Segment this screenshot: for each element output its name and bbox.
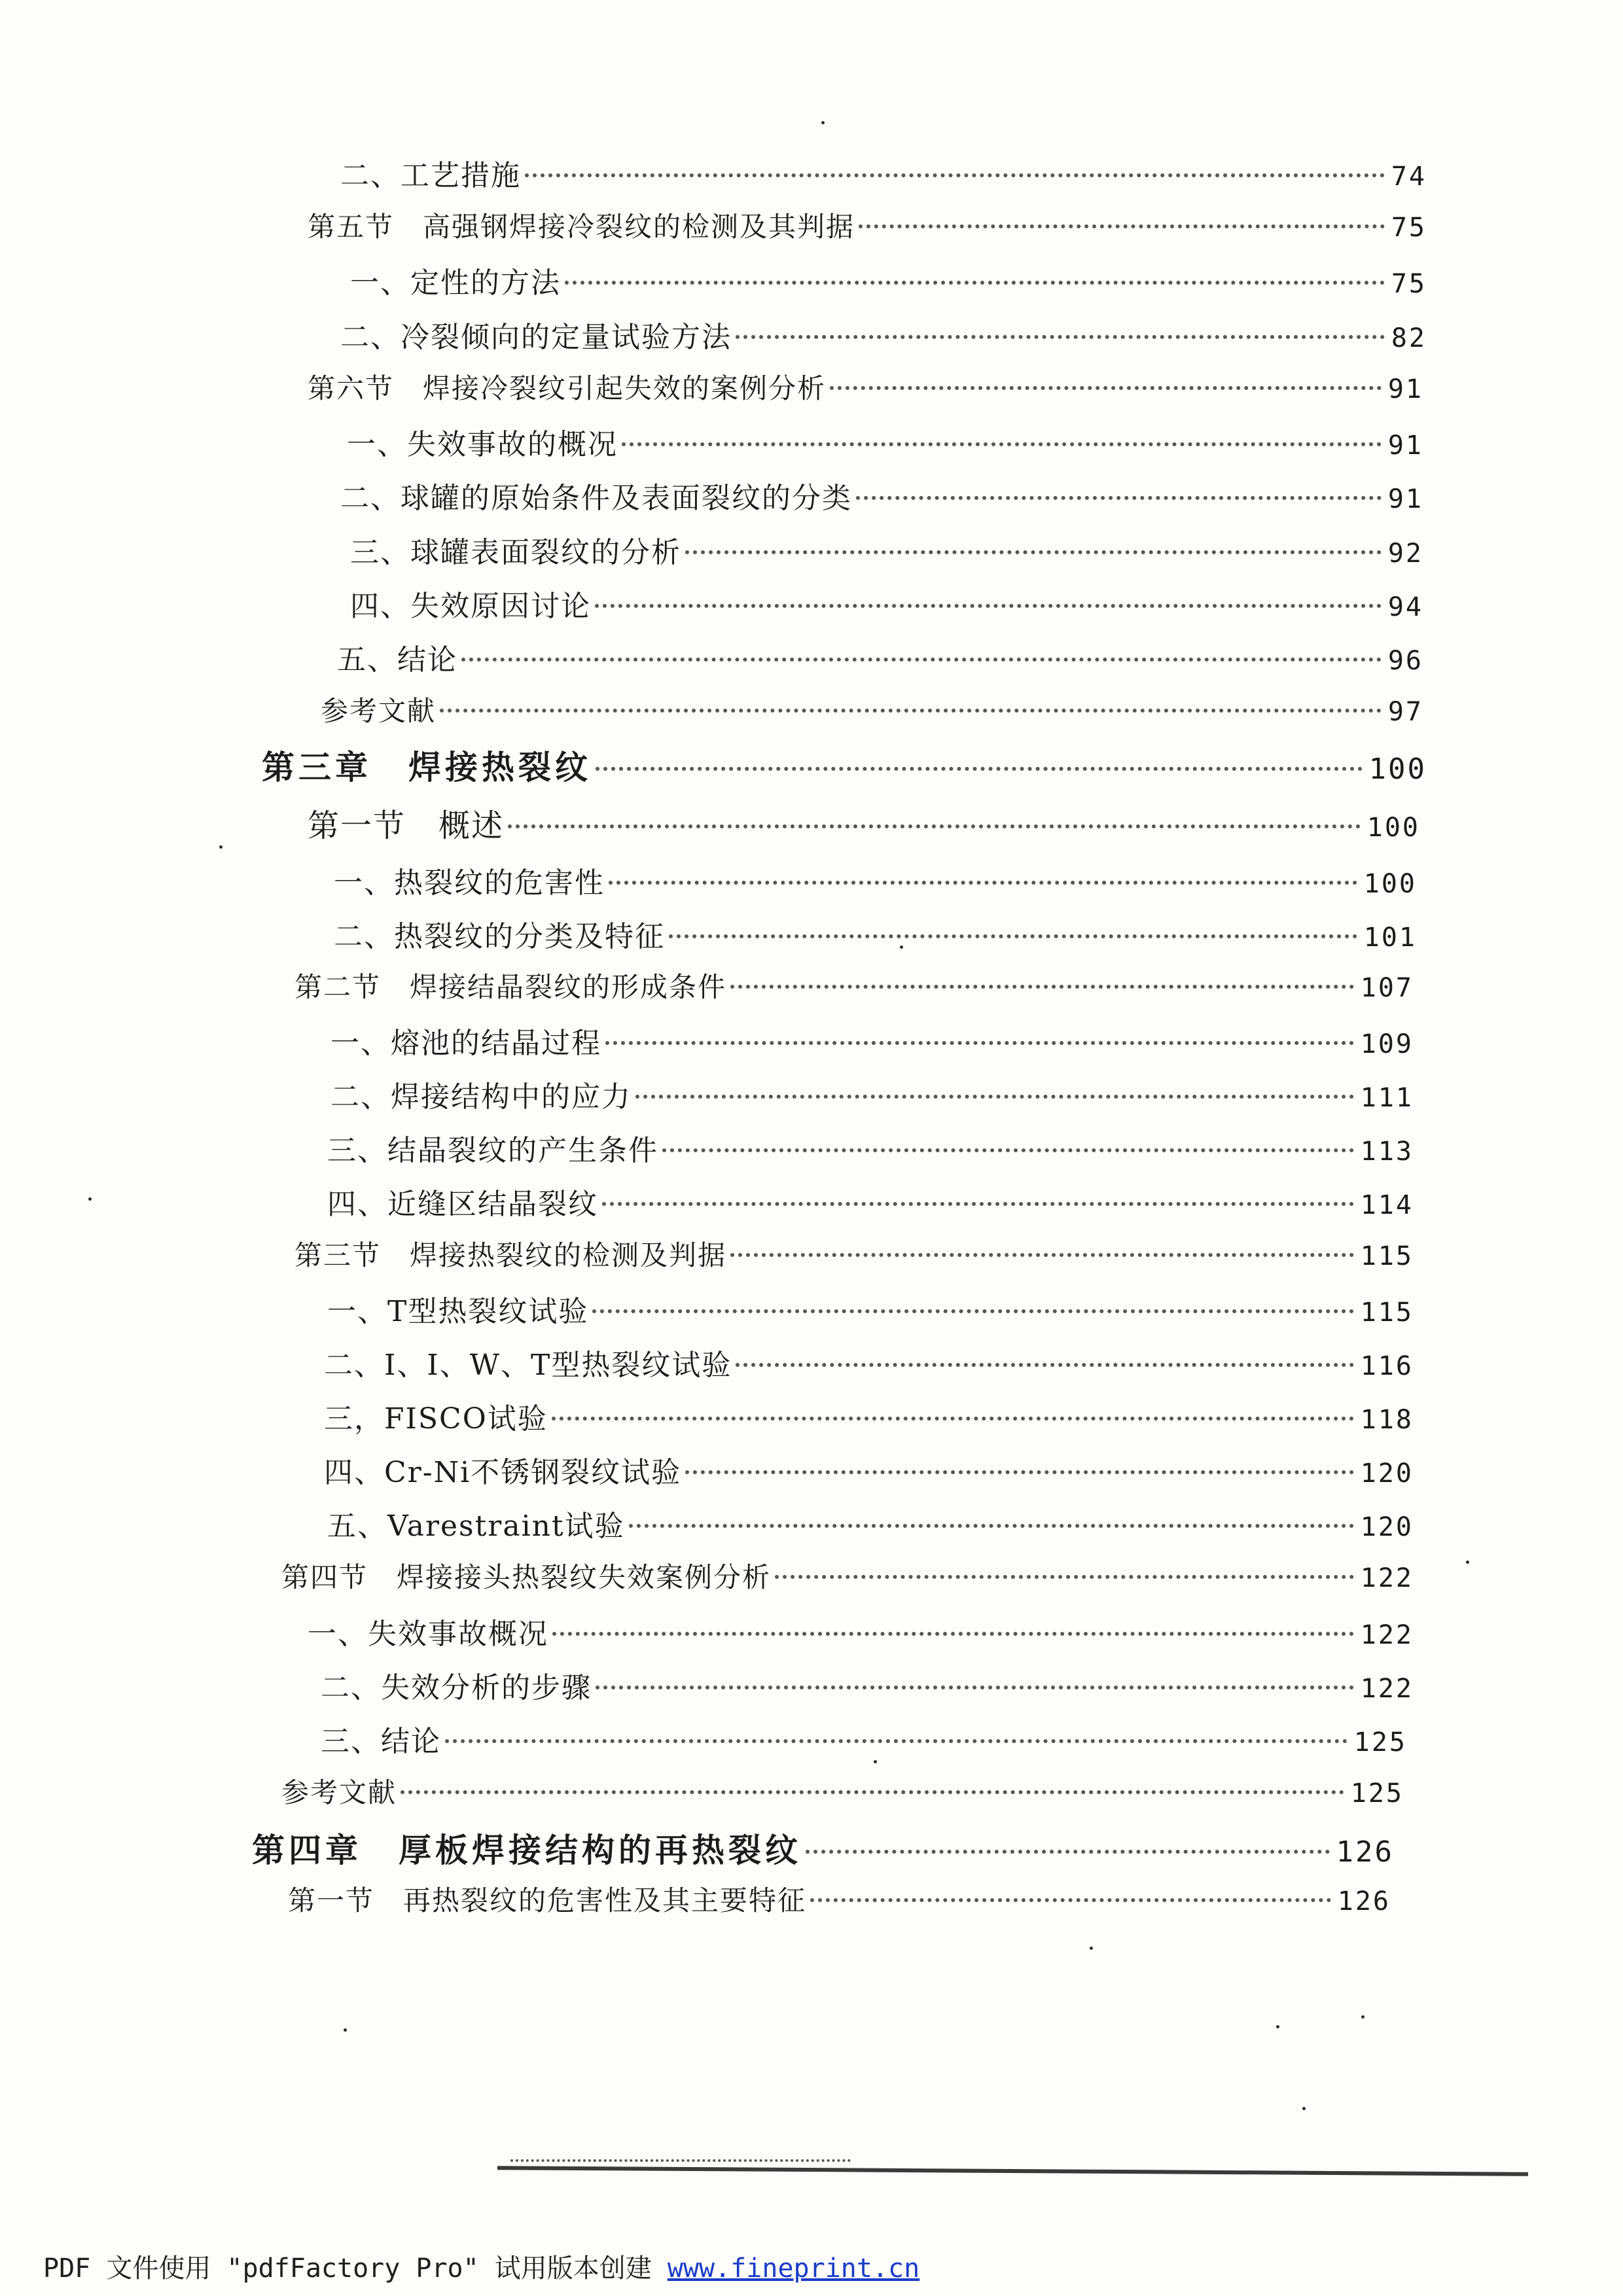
scan-speck <box>1361 2015 1364 2019</box>
toc-entry-title: 一、定性的方法 <box>350 266 561 300</box>
toc-entry-title: 二、失效分析的步骤 <box>321 1671 592 1704</box>
toc-page-number: 75 <box>1391 213 1427 243</box>
toc-section-entry <box>281 1556 1414 1598</box>
toc-page-number: 91 <box>1387 374 1423 404</box>
toc-page-number: 100 <box>1368 752 1427 786</box>
toc-page-number: 125 <box>1350 1778 1404 1809</box>
toc-page-number: 115 <box>1360 1298 1414 1328</box>
dot-leader <box>602 1202 1354 1206</box>
dot-leader <box>685 550 1382 554</box>
toc-entry-title: 四、近缝区结晶裂纹 <box>327 1188 598 1221</box>
toc-page-number: 111 <box>1360 1083 1414 1113</box>
scan-speck <box>1090 1947 1093 1950</box>
toc-page-number: 122 <box>1360 1620 1414 1650</box>
toc-section-entry <box>308 205 1427 247</box>
toc-entry-title: 二、工艺措施 <box>340 159 521 192</box>
toc-entry <box>308 1610 1414 1652</box>
dot-leader <box>775 1575 1354 1579</box>
toc-page-number: 91 <box>1387 431 1423 461</box>
toc-entry <box>327 1127 1414 1169</box>
toc-entry <box>334 859 1417 901</box>
toc-entry-title: 四、Cr-Ni不锈钢裂纹试验 <box>324 1456 682 1489</box>
toc-page-number: 100 <box>1366 813 1420 843</box>
toc-entry <box>330 1019 1414 1061</box>
dot-leader <box>609 881 1357 885</box>
toc-section-entry <box>294 1234 1414 1276</box>
dot-leader <box>461 658 1382 662</box>
toc-page-number: 74 <box>1391 162 1427 192</box>
toc-entry-title: 三、球罐表面裂纹的分析 <box>350 536 681 569</box>
toc-section-entry <box>288 1879 1391 1921</box>
toc-page-number: 120 <box>1360 1512 1414 1542</box>
toc-page-number: 126 <box>1337 1886 1391 1916</box>
toc-entry-title: 第三节 焊接热裂纹的检测及判据 <box>294 1239 727 1271</box>
toc-entry-title: 二、冷裂倾向的定量试验方法 <box>340 321 732 354</box>
scan-speck <box>344 2028 347 2032</box>
footer-link[interactable]: www.fineprint.cn <box>667 2253 920 2284</box>
toc-entry-title: 第六节 焊接冷裂纹引起失效的案例分析 <box>308 372 827 404</box>
dot-leader <box>810 1898 1331 1902</box>
toc-entry-title: 第二节 焊接结晶裂纹的形成条件 <box>294 971 727 1003</box>
toc-section-entry <box>308 367 1423 409</box>
toc-entry <box>327 1502 1414 1544</box>
toc-page-number: 91 <box>1387 484 1423 514</box>
dot-leader <box>525 173 1385 177</box>
toc-page-number: 107 <box>1360 973 1414 1003</box>
toc-page-number: 118 <box>1360 1405 1414 1435</box>
toc-entry <box>340 152 1427 194</box>
toc-entry <box>330 1073 1414 1115</box>
toc-entry-title: 五、结论 <box>337 643 457 677</box>
toc-entry-title: 一、失效事故的概况 <box>347 428 618 461</box>
dot-leader <box>806 1850 1330 1854</box>
toc-references-entry <box>321 690 1423 732</box>
toc-page-number: 125 <box>1353 1727 1407 1757</box>
dot-leader <box>596 767 1363 771</box>
toc-entry <box>347 421 1423 463</box>
toc-page-number: 126 <box>1336 1835 1394 1869</box>
toc-page-number: 116 <box>1360 1351 1414 1381</box>
toc-entry-title: 一、T型热裂纹试验 <box>327 1295 589 1328</box>
dot-leader <box>629 1524 1354 1528</box>
toc-entry-title: 三、结晶裂纹的产生条件 <box>327 1134 658 1167</box>
dot-leader <box>401 1790 1344 1794</box>
toc-entry-title: 四、失效原因讨论 <box>350 590 591 623</box>
scan-line <box>497 2166 1528 2176</box>
toc-page-number: 100 <box>1363 869 1417 899</box>
toc-chapter-entry <box>262 741 1427 786</box>
toc-entry <box>350 529 1423 571</box>
dot-leader <box>685 1470 1354 1474</box>
scan-speck <box>1466 1561 1469 1564</box>
scan-line-dots <box>510 2159 851 2162</box>
toc-page-number: 122 <box>1360 1674 1414 1704</box>
toc-page-number: 94 <box>1387 592 1423 622</box>
toc-chapter-entry <box>252 1824 1394 1869</box>
dot-leader <box>635 1095 1354 1099</box>
dot-leader <box>440 709 1382 713</box>
dot-leader <box>605 1041 1354 1045</box>
toc-entry-title: 一、熔池的结晶过程 <box>330 1027 601 1060</box>
toc-entry-title: 参考文献 <box>321 695 437 727</box>
scan-speck <box>88 1197 92 1201</box>
toc-page-number: 122 <box>1360 1563 1414 1593</box>
dot-leader <box>622 442 1382 446</box>
toc-section-entry <box>294 966 1414 1008</box>
toc-page-number: 96 <box>1387 646 1423 676</box>
toc-page-number: 115 <box>1360 1241 1414 1271</box>
toc-entry <box>327 1288 1414 1330</box>
dot-leader <box>856 496 1382 500</box>
scan-speck <box>874 1760 877 1763</box>
toc-entry <box>340 313 1427 355</box>
toc-entry-title: 三，FISCO试验 <box>324 1402 548 1436</box>
dot-leader <box>445 1739 1347 1743</box>
dot-leader <box>662 1148 1354 1152</box>
toc-entry-title: 五、Varestraint试验 <box>327 1510 625 1543</box>
toc-page-number: 113 <box>1360 1137 1414 1167</box>
toc-entry <box>324 1341 1414 1383</box>
toc-entry-title: 第四章 厚板焊接结构的再热裂纹 <box>252 1831 802 1869</box>
toc-entry-title: 二、焊接结构中的应力 <box>330 1080 632 1114</box>
dot-leader <box>596 1686 1354 1689</box>
toc-entry-title: 第一节 概述 <box>308 807 505 844</box>
scan-speck <box>900 945 903 949</box>
toc-page-number: 97 <box>1387 697 1423 727</box>
dot-leader <box>552 1632 1354 1636</box>
toc-entry-title: 二、I、I、W、T型热裂纹试验 <box>324 1349 732 1382</box>
dot-leader <box>736 1363 1353 1367</box>
toc-entry-title: 二、热裂纹的分类及特征 <box>334 920 665 953</box>
footer-text: PDF 文件使用 "pdfFactory Pro" 试用版本创建 <box>43 2253 668 2284</box>
dot-leader <box>730 1253 1354 1257</box>
toc-page-number: 92 <box>1387 539 1423 569</box>
dot-leader <box>859 224 1385 228</box>
toc-page-number: 114 <box>1360 1190 1414 1220</box>
toc-section-entry <box>308 800 1420 842</box>
toc-entry-title: 二、球罐的原始条件及表面裂纹的分类 <box>340 482 852 515</box>
toc-entry <box>324 1395 1414 1437</box>
toc-entry-title: 第一节 再热裂纹的危害性及其主要特征 <box>288 1884 807 1916</box>
dot-leader <box>565 281 1385 285</box>
toc-entry <box>340 474 1423 516</box>
toc-page-number: 120 <box>1360 1458 1414 1489</box>
toc-entry <box>350 582 1423 624</box>
dot-leader <box>736 335 1385 339</box>
toc-entry-title: 一、失效事故概况 <box>308 1617 548 1651</box>
toc-page-number: 82 <box>1391 323 1427 353</box>
toc-entry <box>334 913 1417 955</box>
toc-entry <box>327 1180 1414 1222</box>
toc-entry <box>321 1718 1407 1759</box>
toc-entry-title: 三、结论 <box>321 1725 441 1758</box>
toc-entry <box>324 1449 1414 1491</box>
toc-entry-title: 一、热裂纹的危害性 <box>334 866 605 900</box>
dot-leader <box>595 604 1382 608</box>
dot-leader <box>669 934 1357 938</box>
toc-entry <box>337 636 1423 678</box>
toc-entry <box>350 259 1427 301</box>
scan-speck <box>821 121 825 124</box>
dot-leader <box>508 824 1361 828</box>
scan-speck <box>1276 2025 1279 2028</box>
toc-page-number: 109 <box>1360 1029 1414 1059</box>
scan-speck <box>219 845 223 849</box>
scan-speck <box>1302 2107 1306 2110</box>
toc-page-number: 101 <box>1363 923 1417 953</box>
toc-page-number: 75 <box>1391 269 1427 299</box>
pdf-watermark-footer <box>43 2248 919 2285</box>
dot-leader <box>592 1309 1353 1313</box>
toc-entry-title: 参考文献 <box>281 1776 397 1809</box>
toc-entry <box>321 1664 1414 1706</box>
toc-references-entry <box>281 1771 1404 1813</box>
dot-leader <box>830 386 1382 390</box>
toc-entry-title: 第五节 高强钢焊接冷裂纹的检测及其判据 <box>308 211 855 243</box>
dot-leader <box>552 1417 1354 1421</box>
toc-entry-title: 第四节 焊接接头热裂纹失效案例分析 <box>281 1561 772 1593</box>
dot-leader <box>730 985 1354 989</box>
toc-entry-title: 第三章 焊接热裂纹 <box>262 748 592 786</box>
